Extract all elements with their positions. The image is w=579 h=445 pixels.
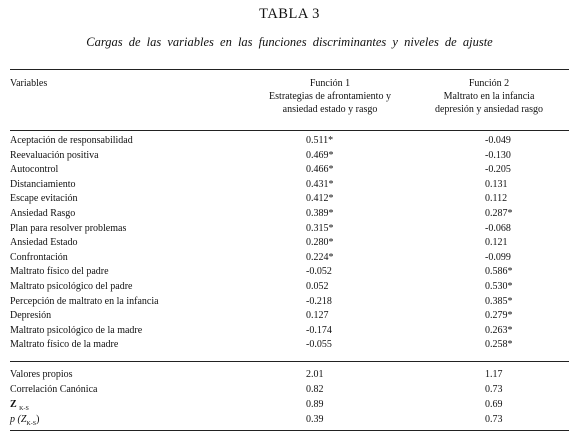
row-f1: 0.511*	[306, 135, 334, 146]
stat-z-symbol: Z	[10, 399, 17, 410]
stat-label-canonical: Correlación Canónica	[10, 384, 98, 395]
table-row	[0, 207, 579, 222]
header-function-2-title: Función 2	[468, 78, 510, 89]
header-function-1-desc-1: Estrategias de afrontamiento y	[269, 91, 391, 102]
row-f1: 0.466*	[306, 164, 334, 176]
row-label: Maltrato físico de la madre	[10, 339, 119, 351]
table-row	[0, 251, 579, 266]
row-f1: 0.389*	[306, 207, 334, 219]
table-row	[0, 163, 579, 178]
row-f1: 0.224*	[306, 251, 334, 263]
table-row	[0, 338, 579, 353]
row-f1: 0.315*	[306, 222, 334, 234]
stat-label-p	[10, 412, 39, 432]
table-row	[0, 295, 579, 310]
row-f2: 0.385*	[485, 295, 513, 307]
header-function-2	[410, 77, 568, 116]
row-label: Maltrato físico del padre	[10, 266, 109, 278]
row-f2: 0.530*	[485, 280, 513, 292]
header-rule	[10, 130, 569, 131]
stat-p-sub: K-S	[26, 421, 37, 427]
table-row	[0, 222, 579, 237]
row-f2: -0.049	[485, 135, 511, 146]
row-label: Reevaluación positiva	[10, 149, 99, 161]
table-body	[0, 134, 579, 353]
stats-row	[0, 397, 579, 412]
row-f1: 0.431*	[306, 178, 334, 190]
table-row	[0, 324, 579, 339]
header-function-2-desc-1: Maltrato en la infancia	[443, 91, 535, 102]
row-label: Depresión	[10, 310, 52, 322]
row-label: Autocontrol	[10, 164, 59, 176]
row-label: Percepción de maltrato en la infancia	[10, 295, 159, 307]
stat-f2: 1.17	[485, 369, 503, 380]
stat-f1: 0.82	[306, 384, 324, 395]
row-f1: -0.055	[306, 339, 332, 351]
row-label: Distanciamiento	[10, 178, 76, 190]
row-f2: -0.205	[485, 164, 511, 176]
row-f1: -0.218	[306, 295, 332, 307]
table-row	[0, 192, 579, 207]
table-row	[0, 149, 579, 164]
table-title: TABLA 3	[259, 6, 320, 22]
row-label: Aceptación de responsabilidad	[10, 135, 133, 146]
stat-p-post: )	[36, 414, 40, 425]
stat-label-eigenvalues: Valores propios	[10, 369, 73, 380]
row-f1: 0.127	[306, 310, 329, 322]
stat-f1: 0.89	[306, 399, 324, 410]
row-f2: 0.131	[485, 178, 508, 190]
row-f1: -0.174	[306, 324, 332, 336]
header-function-2-desc-2: depresión y ansiedad rasgo	[434, 104, 544, 115]
row-label: Ansiedad Rasgo	[10, 207, 76, 219]
header-variables: Variables	[10, 78, 48, 89]
row-f1: 0.412*	[306, 193, 334, 205]
stat-f1: 0.39	[306, 414, 324, 425]
top-rule	[10, 69, 569, 70]
row-f1: -0.052	[306, 266, 332, 278]
row-f1: 0.052	[306, 280, 329, 292]
row-f2: 0.287*	[485, 207, 513, 219]
row-f1: 0.469*	[306, 149, 334, 161]
row-f2: 0.121	[485, 237, 508, 249]
stat-z-sub: K-S	[19, 406, 29, 412]
table-row	[0, 265, 579, 280]
stat-p-pre: p (Z	[10, 414, 27, 425]
table-row	[0, 178, 579, 193]
stat-f2: 0.73	[485, 384, 503, 395]
stats-row	[0, 382, 579, 397]
row-label: Maltrato psicológico del padre	[10, 280, 133, 292]
stat-f1: 2.01	[306, 369, 324, 380]
table-caption: Cargas de las variables en las funciones discriminantes y niveles de ajuste	[86, 35, 493, 49]
row-f2: -0.099	[485, 251, 511, 263]
row-label: Plan para resolver problemas	[10, 222, 127, 234]
row-label: Escape evitación	[10, 193, 78, 205]
row-f2: -0.068	[485, 222, 511, 234]
row-label: Confrontación	[10, 251, 68, 263]
stats-row	[0, 412, 579, 427]
row-f2: 0.112	[485, 193, 508, 205]
stats-row	[0, 367, 579, 382]
header-function-1-title: Función 1	[309, 78, 351, 89]
table-row	[0, 309, 579, 324]
row-label: Maltrato psicológico de la madre	[10, 324, 143, 336]
row-f2: 0.279*	[485, 310, 513, 322]
header-function-1	[245, 77, 415, 116]
row-f2: 0.263*	[485, 324, 513, 336]
stats-rule	[10, 361, 569, 362]
stat-f2: 0.69	[485, 399, 503, 410]
row-f2: -0.130	[485, 149, 511, 161]
stat-f2: 0.73	[485, 414, 503, 425]
table-row	[0, 280, 579, 295]
row-f2: 0.586*	[485, 266, 513, 278]
header-function-1-desc-2: ansiedad estado y rasgo	[282, 104, 378, 115]
table-row	[0, 236, 579, 251]
row-f1: 0.280*	[306, 237, 334, 249]
table-row	[0, 134, 579, 149]
row-f2: 0.258*	[485, 339, 513, 351]
row-label: Ansiedad Estado	[10, 237, 78, 249]
stats-block	[0, 367, 579, 427]
bottom-rule	[10, 430, 569, 431]
